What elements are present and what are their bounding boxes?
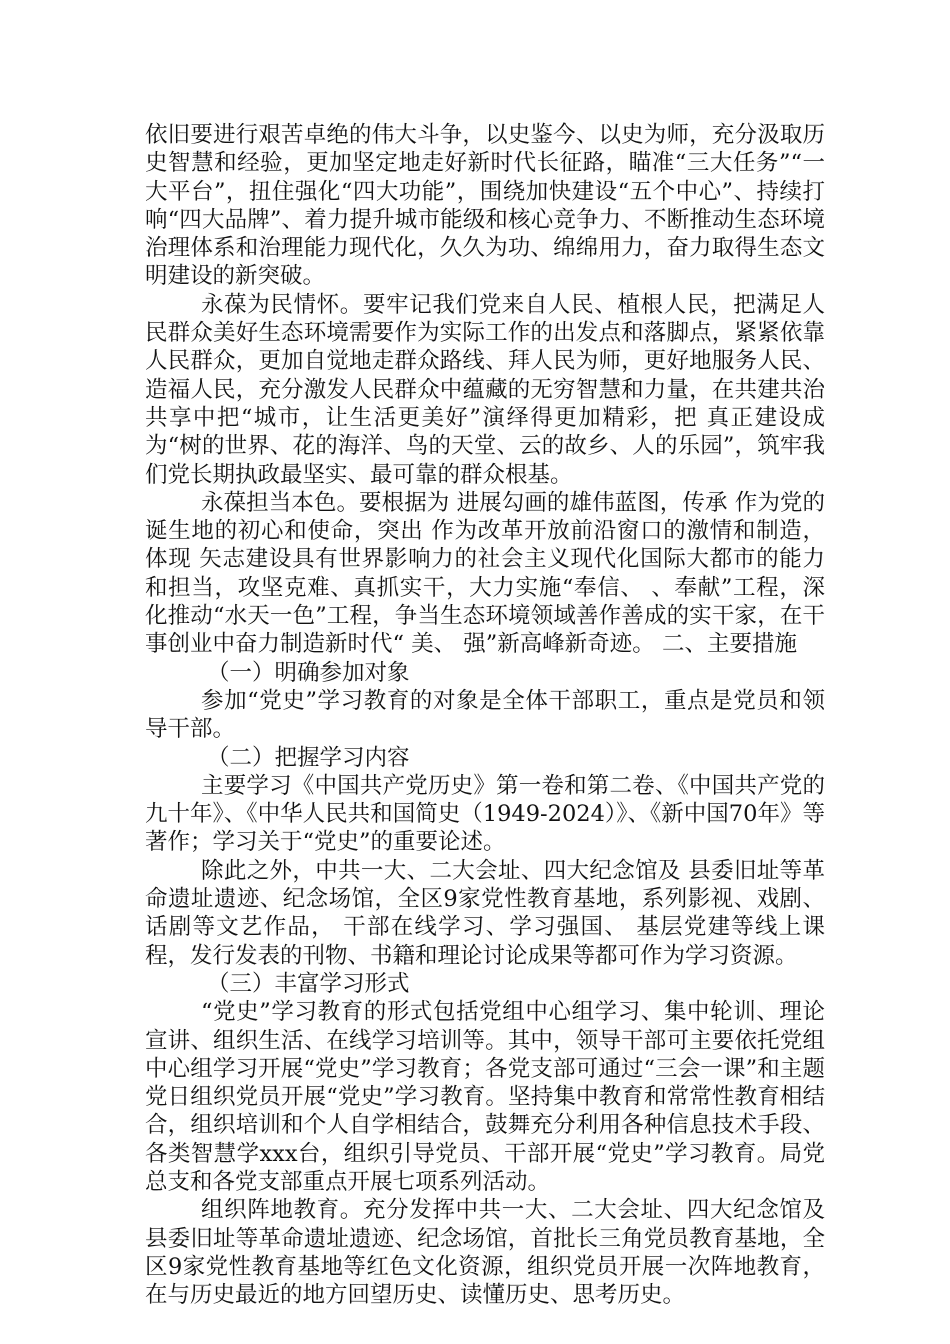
paragraph-participants: 参加“党史”学习教育的对象是全体干部职工，重点是党员和领导干部。 [145, 687, 825, 743]
paragraph-responsibility: 永葆担当本色。要根据为 进展勾画的雄伟蓝图，传承 作为党的诞生地的初心和使命，突出 作为改革开放前沿窗口的激情和制造，体现 矢志建设具有世界影响力的社会主义现代化国际大都市的能力和担当，攻坚克难、真抓实干，大力实施“奉信、 、奉献”工程，深化推动“水天一色”工程，争当生态环境领域善作善成的实干家，在干事创业中奋力制造新时代“ 美、 强”新高峰新奇迹。 二、主要措施 [145, 489, 825, 658]
section-heading-content: （二）把握学习内容 [207, 744, 410, 771]
section-heading-forms: （三）丰富学习形式 [207, 970, 410, 997]
paragraph-site-education: 组织阵地教育。充分发挥中共一大、二大会址、四大纪念馆及县委旧址等革命遗址遗迹、纪念场馆，首批长三角党员教育基地，全区9家党性教育基地等红色文化资源，组织党员开展一次阵地教育，在与历史最近的地方回望历史、读懂历史、思考历史。 [145, 1197, 825, 1309]
paragraph-study-resources: 除此之外，中共一大、二大会址、四大纪念馆及 县委旧址等革命遗址遗迹、纪念场馆，全区9家党性教育基地，系列影视、戏剧、话剧等文艺作品， 干部在线学习、学习强国、 基层党建等线上课程，发行发表的刊物、书籍和理论讨论成果等都可作为学习资源。 [145, 857, 825, 969]
paragraph-study-forms: “党史”学习教育的形式包括党组中心组学习、集中轮训、理论宣讲、组织生活、在线学习培训等。其中，领导干部可主要依托党组中心组学习开展“党史”学习教育；各党支部可通过“三会一课”和主题党日组织党员开展“党史”学习教育。坚持集中教育和常常性教育相结合，组织培训和个人自学相结合，鼓舞充分利用各种信息技术手段、各类智慧学xxx台，组织引导党员、干部开展“党史”学习教育。局党总支和各党支部重点开展七项系列活动。 [145, 999, 825, 1195]
section-heading-participants: （一）明确参加对象 [207, 659, 410, 686]
paragraph-intro-continuation: 依旧要进行艰苦卓绝的伟大斗争，以史鉴今、以史为师，充分汲取历史智慧和经验，更加坚定地走好新时代长征路，瞄准“三大任务”“一大平台”，扭住强化“四大功能”，围绕加快建设“五个中心”、持续打响“四大品牌”、着力提升城市能级和核心竞争力、不断推动生态环境治理体系和治理能力现代化，久久为功、绵绵用力，奋力取得生态文明建设的新突破。 [145, 122, 825, 290]
paragraph-people-feelings: 永葆为民情怀。要牢记我们党来自人民、植根人民，把满足人民群众美好生态环境需要作为实际工作的出发点和落脚点，紧紧依靠人民群众，更加自觉地走群众路线、拜人民为师，更好地服务人民、造福人民，充分激发人民群众中蕴藏的无穷智慧和力量，在共建共治共享中把“城市，让生活更美好”演绎得更加精彩，把 真正建设成为“树的世界、花的海洋、鸟的天堂、云的故乡、人的乐园”，筑牢我们党长期执政最坚实、最可靠的群众根基。 [145, 291, 825, 488]
document-body [145, 121, 825, 1309]
paragraph-study-materials: 主要学习《中国共产党历史》第一卷和第二卷、《中国共产党的九十年》、《中华人民共和国简史（1949-2024）》、《新中国70年》等著作；学习关于“党史”的重要论述。 [145, 772, 825, 856]
